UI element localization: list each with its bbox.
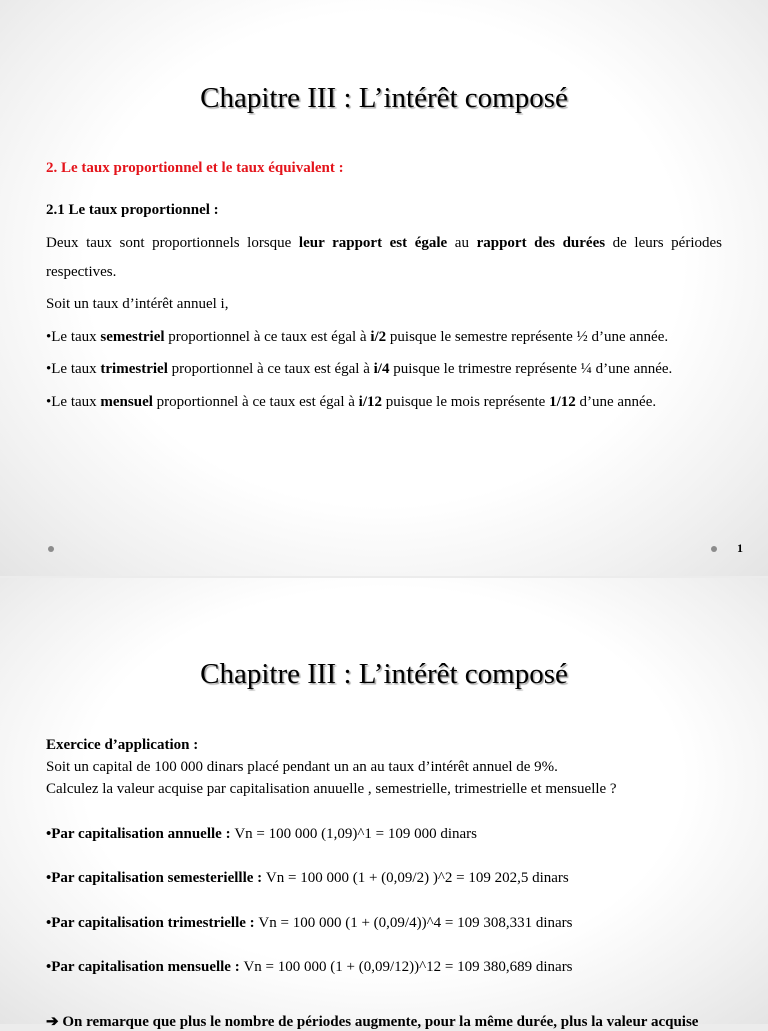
decorative-dot-left: [48, 546, 54, 552]
slide-title: Chapitre III : L’intérêt composé: [200, 82, 568, 114]
bullet-bold: i/2: [370, 329, 387, 345]
result-label: •Par capitalisation annuelle :: [46, 826, 235, 842]
bullet-bold: 1/12: [549, 394, 576, 410]
definition-bold: rapport des durées: [476, 235, 606, 251]
bullet-text: puisque le trimestre représente ¼ d’une année.: [389, 361, 673, 377]
result-label: •Par capitalisation trimestrielle :: [46, 915, 259, 931]
bullet-text: •Le taux: [46, 329, 101, 345]
bullet-bold: i/4: [373, 361, 390, 377]
exercise-line: Soit un capital de 100 000 dinars placé pendant un an au taux d’intérêt annuel de 9%.: [46, 759, 558, 775]
definition-text: de leurs périodes respectives.: [46, 235, 722, 280]
result-mensuelle: [46, 953, 722, 982]
bullet-text: proportionnel à ce taux est égal à: [152, 394, 359, 410]
bullet-text: •Le taux: [46, 361, 101, 377]
bullet-bold: i/12: [358, 394, 383, 410]
decorative-dot-right: [711, 546, 717, 552]
result-annuelle: [46, 820, 722, 849]
bullet-text: •Le taux: [46, 394, 101, 410]
result-label: •Par capitalisation semesteriellle :: [46, 870, 266, 886]
bullet-bold: semestriel: [100, 329, 165, 345]
intro-text: Soit un taux d’intérêt annuel i,: [46, 296, 229, 312]
definition-paragraph: [46, 229, 722, 287]
result-formula: Vn = 100 000 (1 + (0,09/2) )^2 = 109 202,5 dinars: [265, 870, 569, 886]
conclusion-text: ➔ On remarque que plus le nombre de périodes augmente, pour la même durée, plus la valeur acquise: [46, 1014, 699, 1030]
result-semestrielle: [46, 864, 722, 893]
bullet-text: d’une année.: [575, 394, 657, 410]
bullet-text: proportionnel à ce taux est égal à: [167, 361, 374, 377]
bullet-bold: mensuel: [100, 394, 153, 410]
result-formula: Vn = 100 000 (1 + (0,09/4))^4 = 109 308,331 dinars: [258, 915, 573, 931]
subheading: 2.1 Le taux proportionnel :: [46, 202, 219, 218]
definition-text: Deux taux sont proportionnels lorsque: [46, 235, 299, 251]
bullet-text: puisque le mois représente: [382, 394, 550, 410]
bullet-bold: trimestriel: [100, 361, 168, 377]
page-number: 1: [737, 541, 743, 555]
exercise-line: Calculez la valeur acquise par capitalisation anuuelle , semestrielle, trimestrielle et mensuelle ?: [46, 781, 617, 797]
bullet-text: proportionnel à ce taux est égal à: [164, 329, 371, 345]
definition-bold: leur rapport est égale: [298, 235, 448, 251]
slide-title: Chapitre III : L’intérêt composé: [200, 658, 568, 690]
bullet-mensuel: [46, 388, 722, 417]
exercise-heading: Exercice d’application :: [46, 737, 199, 753]
section-heading: 2. Le taux proportionnel et le taux équivalent :: [46, 160, 344, 176]
bullet-semestriel: [46, 323, 722, 352]
definition-text: au: [447, 235, 477, 251]
result-label: •Par capitalisation mensuelle :: [46, 959, 244, 975]
result-formula: Vn = 100 000 (1 + (0,09/12))^12 = 109 380,689 dinars: [243, 959, 573, 975]
bullet-text: puisque le semestre représente ½ d’une année.: [386, 329, 669, 345]
exercise-block: [46, 734, 722, 800]
result-formula: Vn = 100 000 (1,09)^1 = 109 000 dinars: [234, 826, 478, 842]
slide-2: [0, 578, 768, 1030]
bullet-trimestriel: [46, 355, 722, 384]
result-trimestrielle: [46, 909, 722, 938]
